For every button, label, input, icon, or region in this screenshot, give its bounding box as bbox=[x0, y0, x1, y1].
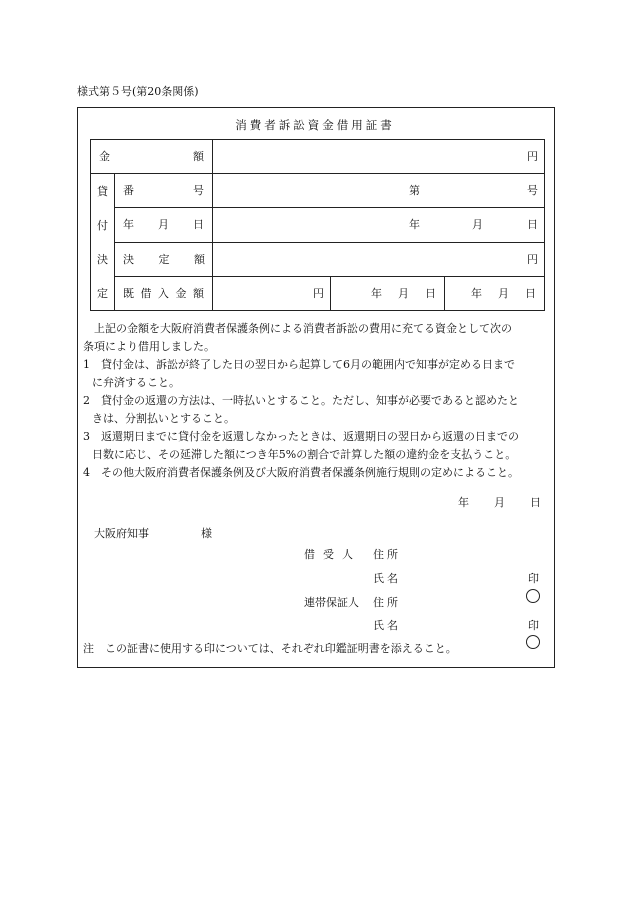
borrower-address-label: 住所 bbox=[373, 548, 401, 561]
clause-3-line-1: 3 返還期日までに貸付金を返還しなかったときは、返還期日の翌日から返還の日までの bbox=[83, 430, 519, 443]
clause-3 bbox=[83, 428, 549, 464]
footer-date-month: 月 bbox=[494, 496, 505, 509]
vlabel-1: 貸 bbox=[97, 184, 108, 198]
borrowed-label-1: 既 bbox=[123, 286, 134, 300]
clause-2-line-1: 2 貸付金の返還の方法は、一時払いとすること。ただし、知事が必要であると認めたと bbox=[83, 394, 519, 407]
borrowed-date1-y: 年 bbox=[371, 286, 382, 300]
footer-date-day: 日 bbox=[530, 496, 541, 509]
vlabel-2: 付 bbox=[97, 218, 108, 232]
footer-date-year: 年 bbox=[458, 496, 469, 509]
borrowed-label-3: 入 bbox=[158, 286, 169, 300]
loan-decision-vertical-label bbox=[91, 174, 115, 311]
date-value-y: 年 bbox=[409, 218, 420, 232]
borrowed-label-5: 額 bbox=[193, 286, 204, 300]
decided-label-2: 定 bbox=[158, 252, 170, 266]
date-value-d: 日 bbox=[527, 218, 538, 232]
number-label-2: 号 bbox=[193, 184, 204, 198]
amount-label-cell bbox=[91, 140, 213, 174]
guarantor-seal-label: 印 bbox=[528, 619, 539, 632]
guarantor-role: 連帯保証人 bbox=[304, 596, 359, 609]
borrowed-date2-m: 月 bbox=[498, 286, 509, 300]
decided-label-3: 額 bbox=[194, 252, 205, 266]
borrowed-date2-d: 日 bbox=[525, 286, 536, 300]
clause-2 bbox=[83, 392, 549, 428]
date-row bbox=[91, 208, 545, 242]
number-prefix: 第 bbox=[409, 184, 420, 198]
clause-4 bbox=[83, 464, 549, 482]
borrowed-date1-cell bbox=[331, 276, 445, 310]
number-value-cell bbox=[213, 174, 545, 208]
amount-label-1: 金 bbox=[99, 150, 110, 163]
borrowed-label-cell bbox=[115, 276, 213, 310]
amount-label-2: 額 bbox=[193, 150, 204, 163]
borrower-role: 借受人 bbox=[304, 548, 361, 561]
amount-value-cell: 円 bbox=[213, 140, 545, 174]
decided-label-1: 決 bbox=[123, 252, 134, 266]
addressee-name: 大阪府知事 bbox=[94, 527, 149, 540]
clause-1-line-1: 1 貸付金は、訴訟が終了した日の翌日から起算して6月の範囲内で知事が定める日まで bbox=[83, 358, 515, 371]
guarantor-name-label: 氏名 bbox=[373, 619, 401, 632]
vlabel-4: 定 bbox=[97, 286, 108, 300]
addressee-honorific: 様 bbox=[201, 527, 212, 540]
borrower-name-label: 氏名 bbox=[373, 572, 401, 585]
date-label-m: 月 bbox=[158, 218, 169, 232]
decided-label-cell bbox=[115, 242, 213, 276]
borrower-seal-circle-icon bbox=[526, 589, 540, 603]
document-title: 消費者訴訟資金借用証書 bbox=[235, 118, 395, 132]
guarantor-address-label: 住所 bbox=[373, 596, 401, 609]
borrowed-date1-d: 日 bbox=[425, 286, 436, 300]
borrowed-date2-cell bbox=[445, 276, 545, 310]
number-row bbox=[91, 174, 545, 208]
borrower-seal-label: 印 bbox=[528, 572, 539, 585]
date-label-d: 日 bbox=[193, 218, 204, 232]
date-label-y: 年 bbox=[123, 218, 134, 232]
date-value-cell bbox=[213, 208, 545, 242]
intro-paragraph bbox=[83, 320, 549, 356]
clause-2-line-2: きは、分割払いとすること。 bbox=[92, 412, 235, 425]
loan-table bbox=[90, 139, 545, 311]
clause-1-line-2: に弁済すること。 bbox=[92, 376, 180, 389]
borrowed-date1-m: 月 bbox=[398, 286, 409, 300]
intro-line-1: 上記の金額を大阪府消費者保護条例による消費者訴訟の費用に充てる資金として次の bbox=[94, 322, 512, 335]
date-value-m: 月 bbox=[472, 218, 483, 232]
decided-amount-row bbox=[91, 242, 545, 276]
clause-4-line-1: 4 その他大阪府消費者保護条例及び大阪府消費者保護条例施行規則の定めによること。 bbox=[83, 466, 519, 479]
date-label-cell bbox=[115, 208, 213, 242]
decided-value-cell: 円 bbox=[213, 242, 545, 276]
clause-1 bbox=[83, 356, 549, 392]
number-label-cell bbox=[115, 174, 213, 208]
number-label-1: 番 bbox=[123, 184, 134, 198]
vlabel-3: 決 bbox=[97, 252, 108, 266]
borrowed-value-cell: 円 bbox=[213, 276, 331, 310]
guarantor-seal-circle-icon bbox=[526, 635, 540, 649]
borrowed-amount-row bbox=[91, 276, 545, 310]
footnote: 注 この証書に使用する印については、それぞれ印鑑証明書を添えること。 bbox=[83, 642, 457, 655]
form-number: 様式第５号(第20条関係) bbox=[77, 85, 199, 98]
amount-row bbox=[91, 140, 545, 174]
borrowed-label-4: 金 bbox=[175, 286, 187, 300]
borrowed-date2-y: 年 bbox=[471, 286, 482, 300]
intro-line-2: 条項により借用しました。 bbox=[83, 340, 215, 353]
number-suffix: 号 bbox=[527, 184, 538, 198]
borrowed-label-2: 借 bbox=[140, 286, 152, 300]
clause-3-line-2: 日数に応じ、その延滞した額につき年5%の割合で計算した額の違約金を支払うこと。 bbox=[92, 448, 517, 461]
